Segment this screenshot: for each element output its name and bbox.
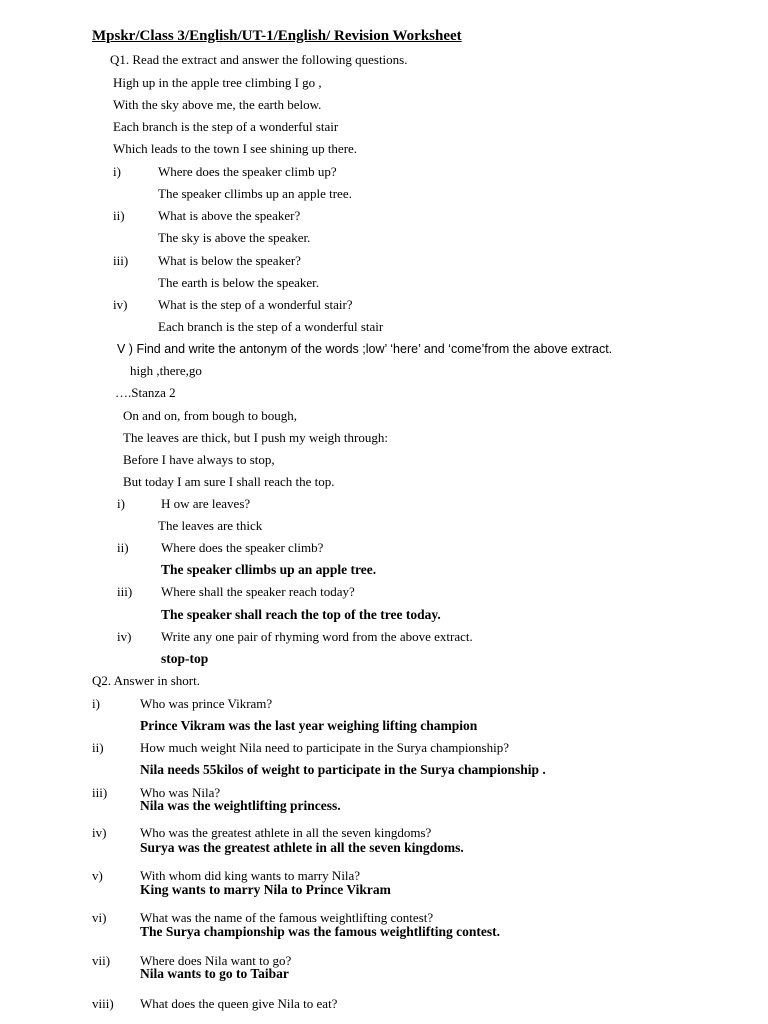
question-number: viii)	[92, 996, 114, 1011]
question-number: iv)	[117, 629, 132, 644]
question-number: vi)	[92, 910, 107, 925]
q2-heading: Q2. Answer in short.	[92, 673, 200, 688]
stanza1-line: High up in the apple tree climbing I go ,	[113, 75, 322, 90]
stanza1-line: Each branch is the step of a wonderful stair	[113, 119, 339, 134]
question-text: How much weight Nila need to participate in the Surya championship?	[140, 740, 509, 755]
antonym-answer: high ,there,go	[130, 363, 202, 378]
answer-text: The speaker shall reach the top of the tree today.	[161, 607, 441, 622]
answer-text: Surya was the greatest athlete in all the seven kingdoms.	[140, 840, 464, 855]
stanza2-label: ….Stanza 2	[115, 385, 176, 400]
question-text: Where does Nila want to go?	[140, 953, 292, 968]
question-text: What is below the speaker?	[158, 253, 301, 268]
stanza2-line: Before I have always to stop,	[123, 452, 275, 467]
question-text: What was the name of the famous weightlifting contest?	[140, 910, 434, 925]
answer-text: The speaker cllimbs up an apple tree.	[161, 562, 377, 577]
answer-text: Nila wants to go to Taibar	[140, 966, 289, 981]
answer-text: The sky is above the speaker.	[158, 230, 311, 245]
answer-text: Nila was the weightlifting princess.	[140, 798, 341, 813]
question-text: Who was the greatest athlete in all the seven kingdoms?	[140, 825, 432, 840]
question-number: i)	[117, 496, 125, 511]
question-text: With whom did king wants to marry Nila?	[140, 868, 361, 883]
question-number: ii)	[113, 208, 125, 223]
answer-text: The leaves are thick	[158, 518, 263, 533]
question-text: Who was Nila?	[140, 785, 221, 800]
question-number: ii)	[92, 740, 104, 755]
question-number: iv)	[92, 825, 107, 840]
question-number: vii)	[92, 953, 111, 968]
question-number: i)	[113, 164, 121, 179]
stanza2-line: The leaves are thick, but I push my weigh through:	[123, 430, 388, 445]
question-number: ii)	[117, 540, 129, 555]
question-text: What does the queen give Nila to eat?	[140, 996, 338, 1011]
answer-text: stop-top	[161, 651, 209, 666]
q1-heading: Q1. Read the extract and answer the following questions.	[110, 52, 408, 67]
answer-text: Each branch is the step of a wonderful stair	[158, 319, 384, 334]
question-number: v)	[92, 868, 103, 883]
answer-text: Prince Vikram was the last year weighing lifting champion	[140, 718, 478, 733]
question-number: iii)	[113, 253, 129, 268]
question-number: iii)	[92, 785, 108, 800]
answer-text: The speaker cllimbs up an apple tree.	[158, 186, 352, 201]
question-text: What is above the speaker?	[158, 208, 301, 223]
question-text: Where shall the speaker reach today?	[161, 584, 355, 599]
answer-text: King wants to marry Nila to Prince Vikram	[140, 882, 391, 897]
stanza1-line: With the sky above me, the earth below.	[113, 97, 322, 112]
answer-text: The earth is below the speaker.	[158, 275, 319, 290]
stanza2-line: But today I am sure I shall reach the top.	[123, 474, 335, 489]
question-text: Where does the speaker climb?	[161, 540, 324, 555]
question-text: Where does the speaker climb up?	[158, 164, 337, 179]
question-text: Who was prince Vikram?	[140, 696, 273, 711]
worksheet-title: Mpskr/Class 3/English/UT-1/English/ Revision Worksheet	[92, 28, 462, 44]
answer-text: The Surya championship was the famous weightlifting contest.	[140, 924, 501, 939]
antonym-question: V ) Find and write the antonym of the words ;low’ ‘here’ and ‘come’from the above extract.	[117, 342, 613, 356]
answer-text: Nila needs 55kilos of weight to participate in the Surya championship .	[140, 762, 546, 777]
stanza2-line: On and on, from bough to bough,	[123, 408, 298, 423]
question-text: H ow are leaves?	[161, 496, 251, 511]
stanza1-line: Which leads to the town I see shining up there.	[113, 141, 358, 156]
question-number: iii)	[117, 584, 133, 599]
question-text: Write any one pair of rhyming word from the above extract.	[161, 629, 473, 644]
question-number: iv)	[113, 297, 128, 312]
question-number: i)	[92, 696, 100, 711]
question-text: What is the step of a wonderful stair?	[158, 297, 353, 312]
